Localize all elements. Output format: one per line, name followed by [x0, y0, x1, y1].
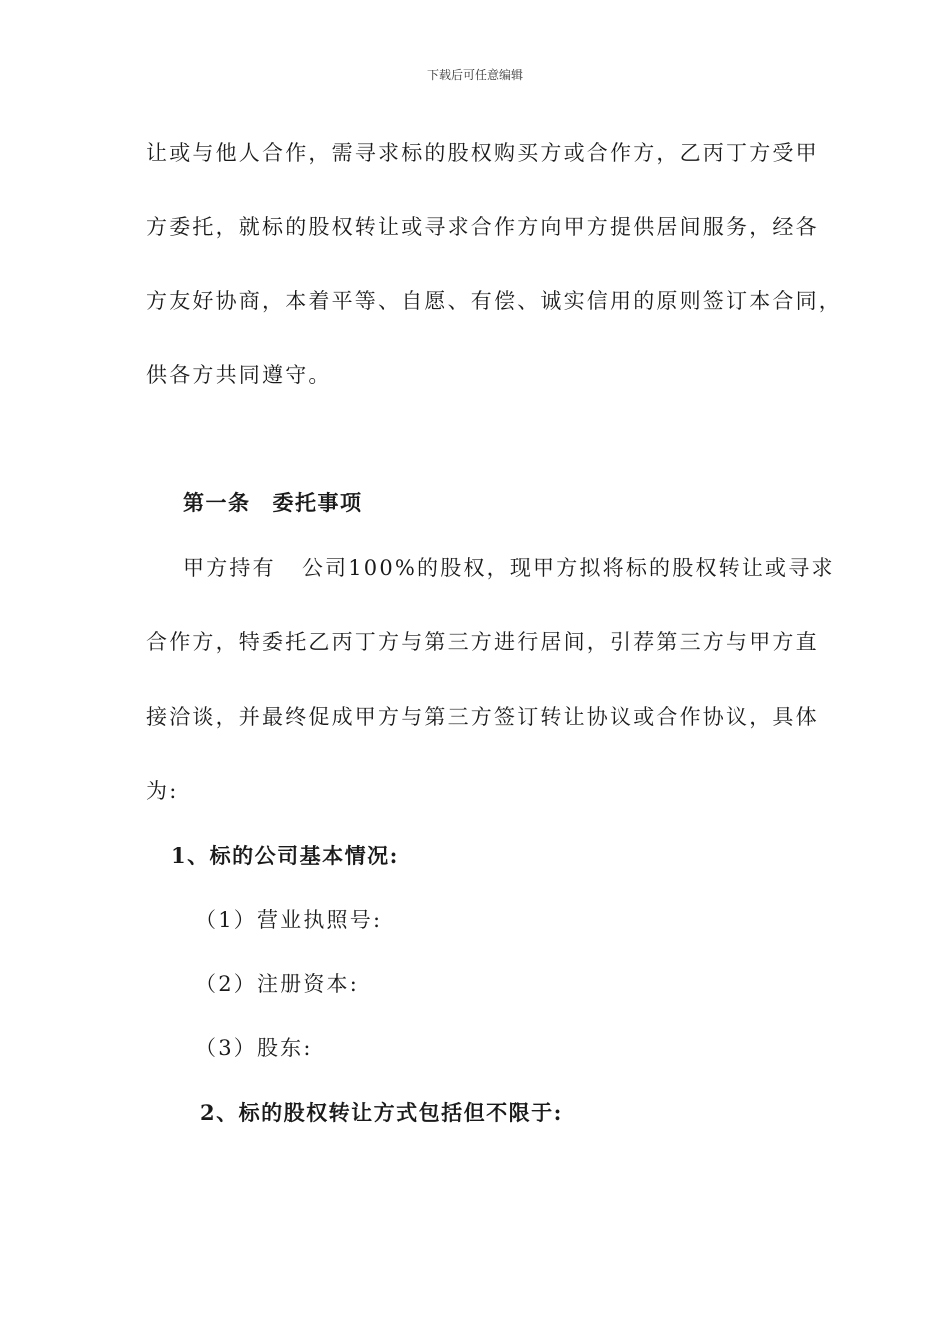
- page-header: 下载后可任意编辑: [426, 68, 523, 82]
- article-para-line-1: [183, 554, 835, 582]
- body-line-3: 方友好协商，本着平等、自愿、有偿、诚实信用的原则签订本合同，: [146, 289, 842, 313]
- article-para-line-2: 合作方，特委托乙丙丁方与第三方进行居间，引荐第三方与甲方直: [146, 630, 819, 654]
- article-para-rest: 公司100%的股权，现甲方拟将标的股权转让或寻求: [301, 556, 835, 580]
- body-line-1: 让或与他人合作，需寻求标的股权购买方或合作方，乙丙丁方受甲: [146, 141, 819, 165]
- item1-subitem-2: （2）注册资本:: [195, 972, 360, 996]
- item1-subitem-3: （3）股东:: [195, 1036, 313, 1060]
- item2-title: 2、标的股权转让方式包括但不限于:: [200, 1100, 563, 1125]
- article-number: 第一条: [183, 490, 251, 515]
- article-para-line-3: 接洽谈，并最终促成甲方与第三方签订转让协议或合作协议，具体: [146, 705, 819, 729]
- article-para-start: 甲方持有: [183, 556, 276, 580]
- article-title: 委托事项: [272, 490, 363, 515]
- body-line-2: 方委托，就标的股权转让或寻求合作方向甲方提供居间服务，经各: [146, 215, 819, 239]
- body-line-4: 供各方共同遵守。: [146, 363, 332, 387]
- item1-subitem-1: （1）营业执照号:: [195, 908, 383, 932]
- article-para-line-4: 为:: [146, 779, 179, 803]
- item1-title: 1、标的公司基本情况:: [171, 843, 399, 868]
- article-heading: [183, 489, 363, 517]
